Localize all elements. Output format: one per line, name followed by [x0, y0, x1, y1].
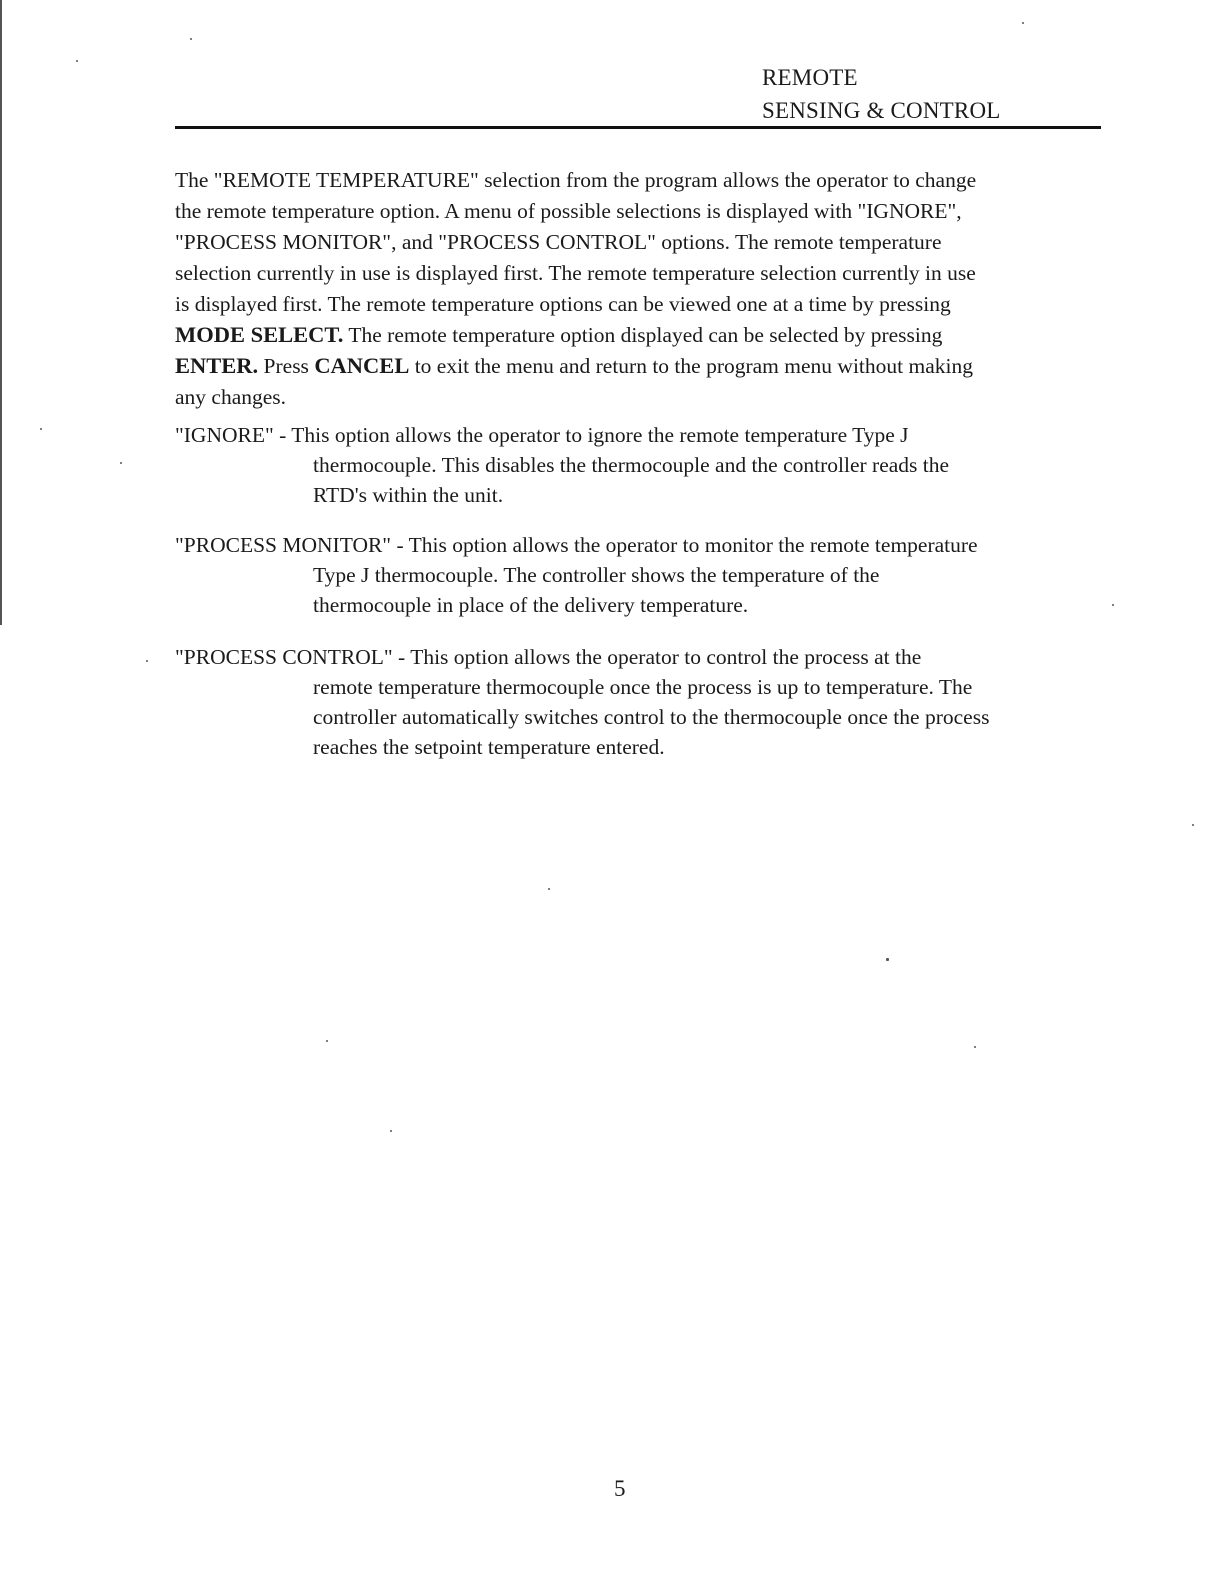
bold-key-name: CANCEL — [314, 353, 410, 378]
scan-edge — [0, 0, 2, 625]
text-span: the remote temperature option. A menu of possible selections is displayed with "IGNORE", — [175, 199, 962, 223]
scan-speck — [40, 428, 42, 430]
text-span: Press — [258, 354, 315, 378]
intro-line — [175, 290, 951, 318]
header-rule — [175, 126, 1101, 129]
text-span: selection currently in use is displayed first. The remote temperature selection currently in use — [175, 261, 976, 285]
section-title-line1: REMOTE — [762, 65, 858, 90]
bold-key-name: ENTER. — [175, 353, 259, 378]
intro-line — [175, 197, 962, 225]
option-description-line: controller automatically switches control to the thermocouple once the process — [313, 705, 990, 729]
scan-speck — [326, 1040, 328, 1042]
option-description-line: reaches the setpoint temperature entered. — [313, 735, 665, 759]
scan-speck — [1022, 22, 1024, 24]
section-title-line2: SENSING & CONTROL — [762, 98, 1001, 123]
text-span: is displayed first. The remote temperature options can be viewed one at a time by pressing — [175, 292, 951, 316]
text-span: The remote temperature option displayed can be selected by pressing — [343, 323, 943, 347]
scan-speck — [190, 38, 192, 40]
intro-line — [175, 352, 973, 380]
scan-speck — [974, 1046, 976, 1048]
option-description-line: thermocouple in place of the delivery temperature. — [313, 593, 749, 617]
page-number: 5 — [614, 1476, 626, 1501]
intro-line — [175, 228, 942, 256]
text-span: The "REMOTE TEMPERATURE" selection from the program allows the operator to change — [175, 168, 977, 192]
scan-speck — [76, 60, 78, 62]
scan-speck — [146, 660, 148, 662]
option-term-line: "PROCESS CONTROL" - This option allows the operator to control the process at the — [175, 645, 922, 669]
intro-line — [175, 321, 942, 349]
text-span: "PROCESS MONITOR", and "PROCESS CONTROL" options. The remote temperature — [175, 230, 942, 254]
option-description-line: thermocouple. This disables the thermocouple and the controller reads the — [313, 453, 950, 477]
scan-speck — [1192, 824, 1194, 826]
scan-speck — [1112, 604, 1114, 606]
intro-line — [175, 259, 976, 287]
intro-line — [175, 166, 976, 194]
scan-speck — [390, 1130, 392, 1132]
intro-line — [175, 383, 286, 411]
scan-speck — [886, 958, 889, 961]
text-span: to exit the menu and return to the program menu without making — [409, 354, 973, 378]
option-description-line: Type J thermocouple. The controller shows the temperature of the — [313, 563, 880, 587]
option-description-line: RTD's within the unit. — [313, 483, 504, 507]
bold-key-name: MODE SELECT. — [175, 322, 344, 347]
option-term-line: "IGNORE" - This option allows the operator to ignore the remote temperature Type J — [175, 423, 909, 447]
scan-speck — [120, 462, 122, 464]
option-description-line: remote temperature thermocouple once the process is up to temperature. The — [313, 675, 973, 699]
scan-speck — [548, 888, 550, 890]
text-span: any changes. — [175, 385, 287, 409]
option-term-line: "PROCESS MONITOR" - This option allows the operator to monitor the remote temperature — [175, 533, 978, 557]
